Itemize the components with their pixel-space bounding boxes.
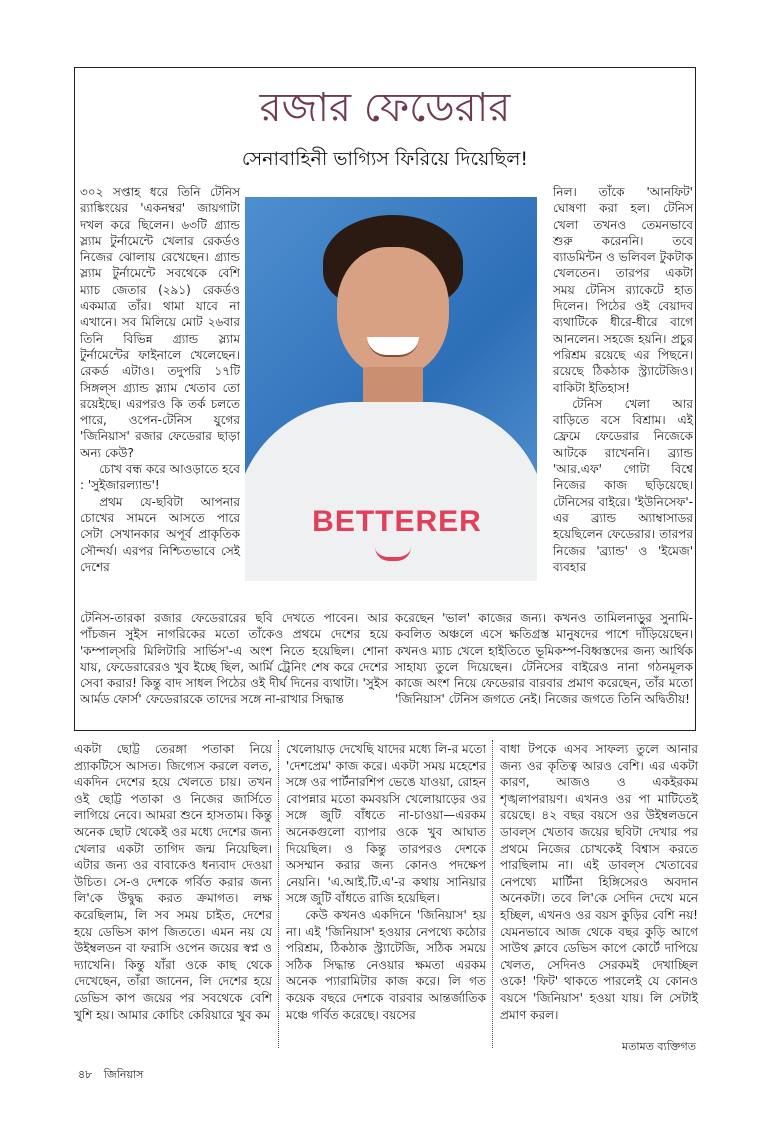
lower-left-text — [80, 610, 388, 708]
paragraph: ৩০২ সপ্তাহ ধরে তিনি টেনিস র‍্যাঙ্কিংয়ের 'একনম্বর' জায়গাটা দখল করে ছিলেন। ৬৩টি গ্র্যান্ড স্ল্যাম টুর্নামেন্টে খেলার রেকর্ডও নিজের ঝোলায় রেখেছেন। গ্র্যান্ড স্ল্যাম টুর্নামেন্টে সবথেকে বেশি ম্যাচ জেতার (২৯১) রেকর্ডও একমাত্র তাঁর। থামা যাবে না এখানে। সব মিলিয়ে মোট ২৬বার তিনি বিভিন্ন গ্র্যান্ড স্ল্যাম টুর্নামেন্টের ফাইনালে খেলেছেন। রেকর্ড এটাও। তদুপরি ১৭টি সিঙ্গল্‌স গ্র্যান্ড স্ল্যাম খেতাব তো রয়েইছে। এরপরও কি তর্ক চলতে পারে, ওপেন-টেনিস যুগের 'জিনিয়াস' রজার ফেডেরার ছাড়া অন্য কেউ? — [80, 185, 240, 460]
continuation-column-3 — [500, 741, 698, 1023]
column-divider — [492, 740, 493, 1048]
right-column — [553, 184, 693, 575]
disclaimer-byline: মতামত ব্যক্তিগত — [621, 1040, 696, 1053]
federer-photo — [245, 197, 537, 581]
paragraph: একটা ছোট্ট তেরঙ্গা পতাকা নিয়ে প্র্যাকটিসে আসত। জিগ্যেস করলে বলত, একদিন দেশের হয়ে খেলতে চায়। তখন ওই ছোট্ট পতাকা ও নিজের জার্সিতে লাগিয়ে নেবে। আমরা শুনে হাসতাম। কিন্তু অনেক ছোট থেকেই ওর মধ্যে দেশের জন্য খেলার একটা তাগিদ জন্ম নিয়েছিল। এটার জন্য ওর বাবাকেও ধন্যবাদ দেওয়া উচিত। সে-ও দেশকে গর্বিত করার জন্য লি'কে উদ্বুদ্ধ করত ক্রমাগত। লক্ষ করেছিলাম, লি সব সময় চাইত, দেশের হয়ে ডেভিস কাপ জিততে। এমন নয় যে উইম্বলডন বা ফরাসি ওপেন জয়ের স্বপ্ন ও দ্যাখেনি। কিন্তু যাঁরা ওকে কাছ থেকে দেখেছেন, তাঁরা জানেন, লি দেশের হয়ে ডেভিস কাপ জয়ের পর সবথেকে বেশি খুশি হয়। আমার কোচিং কেরিয়ারে খুব কম — [74, 742, 272, 1022]
left-column — [80, 184, 240, 575]
paragraph: টেনিস খেলা আর বাড়িতে বসে বিশ্রাম। এই ফ্রেমে ফেডেরার নিজেকে আটকে রাখেননি। ব্র্যান্ড 'আর.এফ' গোটা বিশ্বে নিজের কাজ ছড়িয়েছে। টেনিসের বাইরে। 'ইউনিসেফ'-এর ব্র্যান্ড অ্যাম্বাসাডর হয়েছিলেন ফেডেরার। তারপর নিজের 'ব্র্যান্ড' ও 'ইমেজ' ব্যবহার — [553, 396, 693, 574]
column-divider — [278, 740, 279, 1048]
continuation-column-2 — [286, 741, 486, 1023]
article-subtitle: সেনাবাহিনী ভাগ্যিস ফিরিয়ে দিয়েছিল! — [241, 148, 529, 170]
page-number: ৪৮ — [78, 1068, 93, 1081]
paragraph: টেনিস-তারকা রজার ফেডেরারের ছবি দেখতে পাবেন। আর পাঁচজন সুইস নাগরিকের মতো তাঁকেও প্রথমে দেশের হয়ে 'কম্পাল্‌সরি মিলিটারি সার্ভিস'-এ অংশ নিতে হয়েছিল। শোনা যায়, ফেডেরারেরও খুব ইচ্ছে ছিল, আর্মি ট্রেনিং শেষ করে দেশের সেবা করার! কিন্তু বাদ সাধল পিঠের ওই দীর্ঘ দিনের ব্যথাটা। 'সুইস আর্মড ফোর্স' ফেডেরারকে তাদের সঙ্গে না-রাখার সিদ্ধান্ত — [80, 611, 388, 707]
photo-face — [337, 247, 449, 377]
continuation-column-1 — [74, 741, 272, 1023]
shirt-print-text: BETTERER — [312, 505, 482, 538]
paragraph: নিল। তাঁকে 'আনফিট' ঘোষণা করা হল। টেনিস খেলা তখনও তেমনভাবে শুরু করেননি। তবে ব্যাডমিন্টন ও ভলিবল টুকটাক খেলতেন। তারপর একটা সময় টেনিস র‍্যাকেটে হাত দিলেন। পিঠের ওই বেয়াদব ব্যথাটিকে ধীরে-ধীরে বাগে আনলেন। সহজে হয়নি। প্রচুর পরিশ্রম রয়েছে এর পিছনে। রয়েছে ঠিকঠাক স্ট্র্যাটেজিও। বাকিটা ইতিহাস! — [553, 185, 693, 395]
magazine-name: জিনিয়াস — [103, 1068, 144, 1081]
paragraph: করেছেন 'ভাল' কাজের জন্য। কখনও তামিলনাড়ুর সুনামি-কবলিত অঞ্চলে এসে ক্ষতিগ্রস্ত মানুষদের পাশে দাঁড়িয়েছেন। কখনও ম্যাচ খেলে হাইতিতে ভূমিকম্প-বিধ্বস্তদের জন্য আর্থিক সাহায্য তুলে দিয়েছেন। টেনিসের বাইরেও নানা গঠনমূলক কাজে অংশ নিয়ে ফেডেরার বারবার প্রমাণ করেছেন, তাঁর মতো 'জিনিয়াস' টেনিস জগতে নেই। নিজের জগতে তিনি অদ্বিতীয়! — [395, 611, 693, 707]
paragraph: খেলোয়াড় দেখেছি যাদের মধ্যে লি-র মতো 'দেশপ্রেম' কাজ করে। একটা সময় মহেশের সঙ্গে ওর পার্টনারশিপ ভেঙে যাওয়া, রোহন বোপন্নার মতো কমবয়সি খেলোয়াড়ের ওর সঙ্গে জুটি বাঁধতে না-চাওয়া—এরকম অনেকগুলো ব্যাপার ওকে খুব আঘাত দিয়েছিল। ও কিন্তু তারপরও দেশকে অসম্মান করার জন্য কোনও পদক্ষেপ নেয়নি। 'এ.আই.টি.এ'-র কথায় সানিয়ার সঙ্গে জুটি বাঁধতে রাজি হয়েছিল। — [286, 742, 486, 906]
paragraph: চোখ বন্ধ করে আওড়াতে হবে : 'সুইজারল্যান্ড'! — [80, 462, 240, 493]
paragraph: কেউ কখনও একদিনে 'জিনিয়াস' হয় না। এই 'জিনিয়াস' হওয়ার নেপথ্যে কঠোর পরিশ্রম, ঠিকঠাক স্ট্র্যাটেজি, সঠিক সময়ে সঠিক সিদ্ধান্ত নেওয়ার ক্ষমতা এরকম অনেক প্যারামিটার কাজ করে। লি গত কয়েক বছরে দেশকে বারবার আন্তর্জাতিক মঞ্চে গর্বিত করেছে। বয়সের — [286, 907, 486, 1022]
paragraph: বাধা টপকে এসব সাফল্য তুলে আনার জন্য ওর কৃতিত্ব আরও বেশি। এর একটা কারণ, আজও ও একইরকম শৃঙ্খলাপরায়ণ। এখনও ওর পা মাটিতেই রয়েছে। ৪২ বছর বয়সে ওর উইম্বলডনে ডাবল্‌স খেতাব জয়ের ছবিটা দেখার পর প্রথমে নিজের চোখকেই বিশ্বাস করতে পারছিলাম না। এই ডাবল্‌স খেতাবের নেপথ্যে মার্টিনা হিঙ্গিসেরও অবদান অনেকটা। তবে লি'কে সেদিন দেখে মনে হচ্ছিল, এখনও ওর বয়স কুড়ির বেশি নয়! যেমনভাবে আজ থেকে বছর কুড়ি আগে সাউথ ক্লাবে ডেভিস কাপে কোর্টে দাপিয়ে খেলত, সেদিনও সেরকমই দেখাচ্ছিল ওকে! 'ফিট' থাকতে পারলেই যে কোনও বয়সে 'জিনিয়াস' হওয়া যায়। লি সেটাই প্রমাণ করল। — [500, 742, 698, 1022]
paragraph: প্রথম যে-ছবিটা আপনার চোখের সামনে আসতে পারে সেটা সেখানকার অপূর্ব প্রাকৃতিক সৌন্দর্য। এরপর নিশ্চিতভাবে সেই দেশের — [80, 494, 240, 574]
lower-right-text — [395, 610, 693, 708]
page-footer — [78, 1066, 151, 1085]
article-title: রজার ফেডেরার — [259, 85, 511, 131]
